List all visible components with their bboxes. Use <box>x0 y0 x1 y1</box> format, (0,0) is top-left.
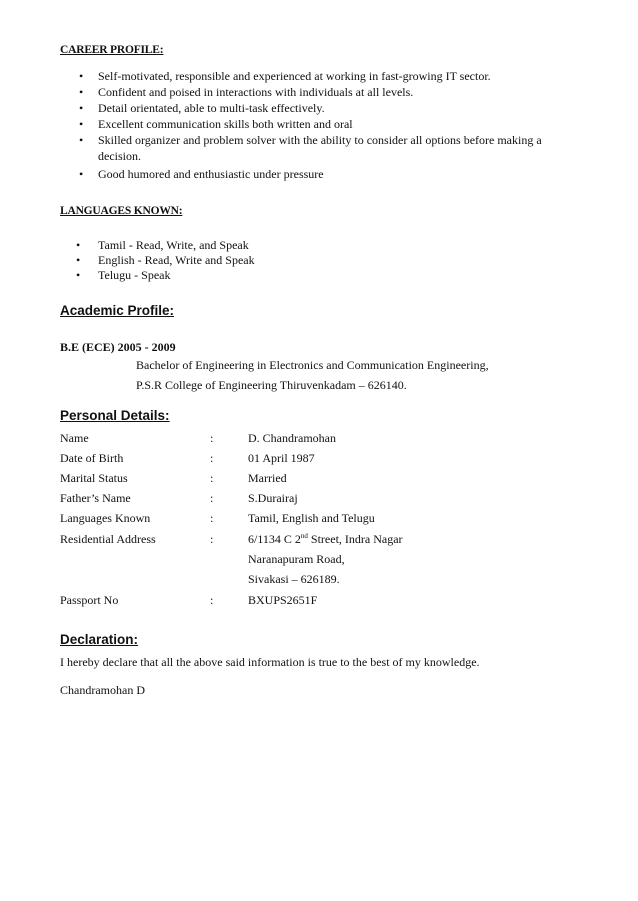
list-item: • Skilled organizer and problem solver with the ability to consider all options before making a decision. <box>79 133 542 163</box>
detail-row-father-name <box>60 491 580 509</box>
detail-row-address-line3 <box>60 572 580 590</box>
detail-value: 01 April 1987 <box>248 451 315 465</box>
detail-label: Marital Status <box>60 471 128 485</box>
detail-colon: : <box>210 511 214 525</box>
bullet-icon: • <box>79 133 84 147</box>
detail-row-marital-status <box>60 471 580 489</box>
declaration-text: I hereby declare that all the above said information is true to the best of my knowledge. <box>60 655 480 669</box>
detail-value: Naranapuram Road, <box>248 552 345 566</box>
bullet-icon: • <box>76 253 81 267</box>
detail-colon: : <box>210 451 214 465</box>
list-item: • Telugu - Speak <box>76 268 171 282</box>
detail-value: Tamil, English and Telugu <box>248 511 375 525</box>
detail-value: S.Durairaj <box>248 491 298 505</box>
detail-value: D. Chandramohan <box>248 431 336 445</box>
degree-title: B.E (ECE) 2005 - 2009 <box>60 340 176 354</box>
detail-row-dob <box>60 451 580 469</box>
list-item: • Tamil - Read, Write, and Speak <box>76 238 249 252</box>
college-name: P.S.R College of Engineering Thiruvenkadam – 626140. <box>136 378 407 392</box>
detail-colon: : <box>210 431 214 445</box>
degree-description: Bachelor of Engineering in Electronics and Communication Engineering, <box>136 358 489 372</box>
detail-value: Sivakasi – 626189. <box>248 572 340 586</box>
detail-row-address <box>60 532 580 550</box>
detail-row-address-line2 <box>60 552 580 570</box>
bullet-icon: • <box>79 101 84 115</box>
bullet-icon: • <box>79 69 84 83</box>
detail-label: Languages Known <box>60 511 151 525</box>
detail-colon: : <box>210 471 214 485</box>
list-item: • Good humored and enthusiastic under pressure <box>79 167 324 181</box>
academic-profile-heading: Academic Profile: <box>60 303 175 318</box>
career-profile-list <box>79 68 559 182</box>
list-item: • Self-motivated, responsible and experienced at working in fast-growing IT sector. <box>79 69 491 83</box>
languages-list <box>76 238 376 283</box>
detail-label: Name <box>60 431 89 445</box>
declaration-heading: Declaration: <box>60 632 139 647</box>
detail-colon: : <box>210 593 214 607</box>
detail-row-passport <box>60 593 580 611</box>
personal-details-heading: Personal Details: <box>60 408 170 423</box>
list-item: • Detail orientated, able to multi-task effectively. <box>79 101 325 115</box>
detail-value: 6/1134 C 2nd Street, Indra Nagar <box>248 532 403 546</box>
detail-label: Date of Birth <box>60 451 124 465</box>
languages-heading: LANGUAGES KNOWN: <box>60 205 183 217</box>
signature-name: Chandramohan D <box>60 683 145 697</box>
list-item: • English - Read, Write and Speak <box>76 253 255 267</box>
bullet-icon: • <box>76 268 81 282</box>
detail-value: Married <box>248 471 287 485</box>
detail-label: Passport No <box>60 593 119 607</box>
list-item: • Confident and poised in interactions with individuals at all levels. <box>79 85 414 99</box>
bullet-icon: • <box>79 117 84 131</box>
detail-value: BXUPS2651F <box>248 593 318 607</box>
detail-label: Residential Address <box>60 532 156 546</box>
detail-row-name <box>60 431 580 449</box>
bullet-icon: • <box>76 238 81 252</box>
detail-row-languages <box>60 511 580 529</box>
list-item: • Excellent communication skills both written and oral <box>79 117 353 131</box>
bullet-icon: • <box>79 167 84 181</box>
detail-colon: : <box>210 491 214 505</box>
career-profile-heading: CAREER PROFILE: <box>60 44 164 56</box>
detail-colon: : <box>210 532 214 546</box>
bullet-icon: • <box>79 85 84 99</box>
detail-label: Father’s Name <box>60 491 131 505</box>
